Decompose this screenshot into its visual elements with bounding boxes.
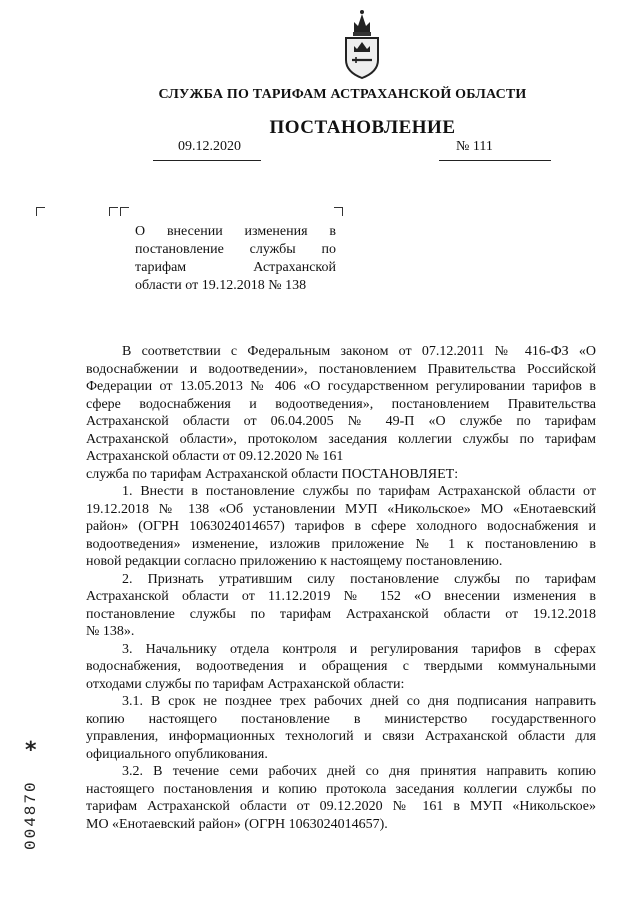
body-line: 1. Внести в постановление службы по тарифам Астраханской области от <box>122 484 596 499</box>
document-body <box>86 343 596 833</box>
corner-mark-subject-right <box>334 207 343 216</box>
subject-line: тарифам Астраханской <box>135 260 336 275</box>
body-line: управления, информационных технологий и связи Астраханской области для <box>86 729 596 744</box>
body-line: сфере водоснабжения и водоотведения», постановлением Правительства <box>86 396 596 412</box>
body-line: 2. Признать утратившим силу постановление службы по тарифам <box>122 571 596 587</box>
body-line: Федерации от 13.05.2013 № 406 «О государственном регулировании тарифов в <box>86 379 596 394</box>
body-line: отходами службы по тарифам Астраханской области: <box>86 676 405 692</box>
corner-mark-subject-mid <box>120 207 129 216</box>
body-line: 3.1. В срок не позднее трех рабочих дней со дня подписания направить <box>122 694 596 709</box>
subject-line: О внесении изменения в <box>135 224 336 239</box>
body-line: копию настоящего постановление в министерство государственного <box>86 711 596 727</box>
document-type-title: ПОСТАНОВЛЕНИЕ <box>269 117 456 138</box>
body-line: Астраханской области от 11.12.2019 № 152 «О внесении изменения в <box>86 589 596 604</box>
coat-of-arms-icon <box>342 8 382 80</box>
body-line: район» (ОГРН 1063024014657) тарифов в сфере холодного водоснабжения и <box>86 519 596 534</box>
date-underline <box>153 160 261 161</box>
corner-mark-top-left <box>36 207 45 216</box>
document-subject <box>135 223 336 295</box>
body-line: 3.2. В течение семи рабочих дней со дня принятия направить копию <box>122 764 596 779</box>
body-line: Астраханской области от 09.12.2020 № 161 <box>86 449 344 464</box>
document-number: № 111 <box>456 139 493 154</box>
body-line: В соответствии с Федеральным законом от 07.12.2011 № 416-ФЗ «О <box>122 344 596 359</box>
body-line: 19.12.2018 № 138 «Об установлении МУП «Никольское» МО «Енотаевский <box>86 501 596 517</box>
document-date: 09.12.2020 <box>178 139 241 154</box>
body-line: водоотведения» изменение, изложив приложение № 1 к постановлению в <box>86 536 596 552</box>
agency-name: СЛУЖБА ПО ТАРИФАМ АСТРАХАНСКОЙ ОБЛАСТИ <box>158 87 527 102</box>
body-line: служба по тарифам Астраханской области ПОСТАНОВЛЯЕТ: <box>86 466 459 482</box>
body-line: 3. Начальнику отдела контроля и регулирования тарифов в сферах <box>122 641 596 657</box>
body-line: № 138». <box>86 624 135 639</box>
body-line: тарифам Астраханской области от 09.12.2020 № 161 в МУП «Никольское» <box>86 799 596 814</box>
subject-line: области от 19.12.2018 № 138 <box>135 278 307 293</box>
body-line: Астраханской области», протоколом заседания коллегии службы по тарифам <box>86 431 596 447</box>
corner-mark-subject-left <box>109 207 118 216</box>
body-line: Астраханской области от 06.04.2005 № 49-П «О службе по тарифам <box>86 414 596 429</box>
body-line: настоящего постановления и копию протокола заседания коллегии службы по <box>86 781 596 797</box>
margin-star-mark: * <box>25 738 37 763</box>
subject-line: постановление службы по <box>135 242 336 257</box>
body-line: МО «Енотаевский район» (ОГРН 1063024014657). <box>86 816 388 832</box>
body-line: водоснабжении и водоотведении», постановлением Правительства Российской <box>86 361 596 377</box>
body-line: постановление службы по тарифам Астраханской области от 19.12.2018 <box>86 606 596 622</box>
body-line: официального опубликования. <box>86 746 268 762</box>
body-line: новой редакции согласно приложению к настоящему постановлению. <box>86 554 503 569</box>
margin-serial-number: 004870 <box>22 780 40 850</box>
number-underline <box>439 160 551 161</box>
body-line: водоснабжения, водоотведения и обращения с твердыми коммунальными <box>86 659 596 674</box>
